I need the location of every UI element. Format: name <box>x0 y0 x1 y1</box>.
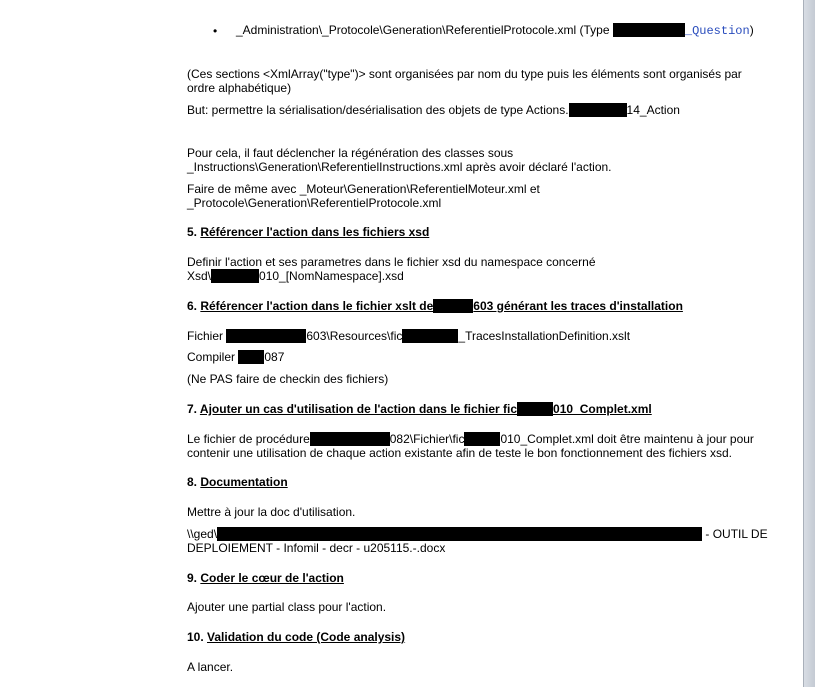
checkin-note: (Ne PAS faire de checkin des fichiers) <box>187 372 389 386</box>
xsd-line2 <box>187 269 404 283</box>
heading-8 <box>187 475 288 489</box>
heading-5-number: 5. <box>187 225 201 239</box>
doc-line3: DEPLOIEMENT - Infomil - decr - u205115.-.docx <box>187 541 446 555</box>
heading-8-number: 8. <box>187 475 201 489</box>
heading-10-title: Validation du code (Code analysis) <box>207 630 406 644</box>
same-line2: _Protocole\Generation\ReferentielProtocole.xml <box>187 196 442 210</box>
heading-10 <box>187 630 405 644</box>
proc-prefix: Le fichier de procédure <box>187 432 310 446</box>
heading-6-title-b: 603 générant les traces d'installation <box>473 299 683 313</box>
redaction <box>238 350 264 364</box>
heading-8-title: Documentation <box>200 475 288 489</box>
heading-10-number: 10. <box>187 630 208 644</box>
bullet-marker: • <box>213 24 218 38</box>
compiler-prefix: Compiler <box>187 350 239 364</box>
heading-9 <box>187 571 344 585</box>
redaction <box>310 432 390 446</box>
xsd-suffix: 010_[NomNamespace].xsd <box>259 269 404 283</box>
redaction <box>217 527 702 541</box>
doc-line2 <box>187 527 768 541</box>
redaction <box>402 329 458 343</box>
same-line1: Faire de même avec _Moteur\Generation\ReferentielMoteur.xml et <box>187 182 540 196</box>
bullet-item <box>236 23 754 38</box>
proc-mid2: 010_Complet.xml doit être maintenu à jour pour <box>500 432 754 446</box>
redaction <box>464 432 500 446</box>
redaction <box>569 103 627 117</box>
proc-line2: contenir une utilisation de chaque action existante afin de teste le bon fonctionnement des fichiers xsd. <box>187 446 733 460</box>
lancer-line: A lancer. <box>187 660 234 674</box>
proc-line1 <box>187 432 754 446</box>
regen-line2: _Instructions\Generation\ReferentielInstructions.xml après avoir déclaré l'action. <box>187 160 612 174</box>
heading-9-number: 9. <box>187 571 201 585</box>
but-prefix: But: permettre la sérialisation/desérialisation des objets de type Actions. <box>187 103 569 117</box>
fichier-mid2: _TracesInstallationDefinition.xslt <box>458 329 631 343</box>
compiler-suffix: 087 <box>264 350 285 364</box>
partial-line: Ajouter une partial class pour l'action. <box>187 600 387 614</box>
heading-5-title: Référencer l'action dans les fichiers xsd <box>200 225 430 239</box>
sections-note-line1: (Ces sections <XmlArray("type")> sont organisées par nom du type puis les éléments sont organisés par <box>187 67 742 81</box>
sections-note-line2: ordre alphabétique) <box>187 81 292 95</box>
but-line <box>187 103 680 117</box>
doc-path-suffix: - OUTIL DE <box>705 527 768 541</box>
redaction <box>226 329 306 343</box>
bullet-suffix: _Question <box>684 24 750 38</box>
proc-mid1: 082\Fichier\fic <box>389 432 465 446</box>
fichier-mid1: 603\Resources\fic <box>306 329 403 343</box>
heading-7 <box>187 402 652 416</box>
fichier-prefix: Fichier <box>187 329 227 343</box>
xsd-prefix: Xsd\ <box>187 269 212 283</box>
heading-6-title-a: Référencer l'action dans le fichier xslt de <box>200 299 434 313</box>
but-suffix: 14_Action <box>626 103 680 117</box>
heading-5 <box>187 225 429 239</box>
doc-line1: Mettre à jour la doc d'utilisation. <box>187 505 356 519</box>
bullet-text: _Administration\_Protocole\Generation\ReferentielProtocole.xml (Type <box>236 23 610 37</box>
compiler-line <box>187 350 284 364</box>
heading-6 <box>187 299 683 313</box>
heading-7-title-b: 010_Complet.xml <box>553 402 652 416</box>
redaction <box>613 23 685 37</box>
heading-9-title: Coder le cœur de l'action <box>200 571 344 585</box>
window-right-edge <box>803 0 815 687</box>
doc-path-prefix: \\ged\ <box>187 527 218 541</box>
regen-line1: Pour cela, il faut déclencher la régénération des classes sous <box>187 146 514 160</box>
bullet-close: ) <box>749 23 754 37</box>
redaction <box>517 402 553 416</box>
heading-7-number: 7. <box>187 402 200 416</box>
redaction <box>433 299 473 313</box>
heading-7-title-a: Ajouter un cas d'utilisation de l'action dans le fichier fic <box>199 402 518 416</box>
xsd-line1: Definir l'action et ses parametres dans le fichier xsd du namespace concerné <box>187 255 596 269</box>
redaction <box>211 269 259 283</box>
fichier-line <box>187 329 630 343</box>
heading-6-number: 6. <box>187 299 201 313</box>
